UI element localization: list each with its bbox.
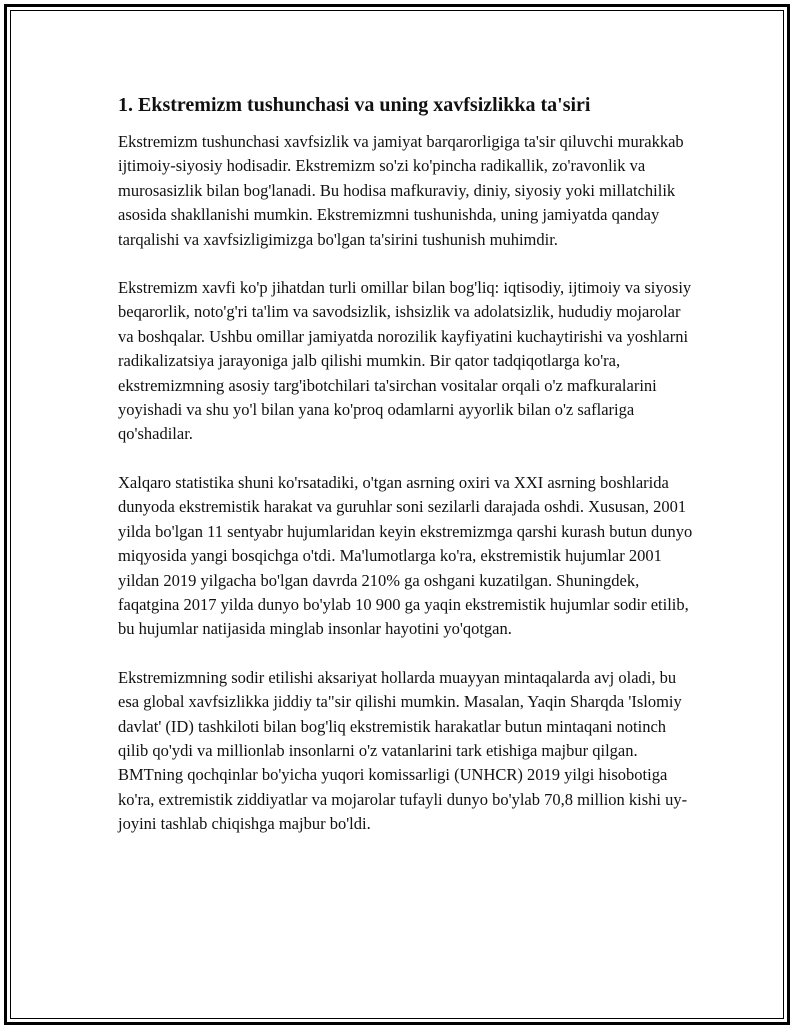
paragraph-risk-factors: Ekstremizm xavfi ko'p jihatdan turli omillar bilan bog'liq: iqtisodiy, ijtimoiy va siyosiy beqarorlik, noto'g'ri ta'lim va savodsizlik, ishsizlik va adolatsizlik, hududiy mojarolar va boshqalar. Ushbu omillar jamiyatda norozilik kayfiyatini kuchaytirishi va yoshlarni radikalizatsiya jarayoniga jalb qilishi mumkin. Bir qator tadqiqotlarga ko'ra, ekstremizmning asosiy targ'ibotchilari ta'sirchan vositalar orqali o'z mafkuralarini yoyishadi va shu yo'l bilan yana ko'proq odamlarni ayyorlik bilan o'z saflariga qo'shadilar. [118, 278, 692, 444]
document-body [118, 92, 698, 861]
section-heading: 1. Ekstremizm tushunchasi va uning xavfsizlikka ta'siri [118, 94, 591, 116]
paragraph-regional-impact: Ekstremizmning sodir etilishi aksariyat hollarda muayyan mintaqalarda avj oladi, bu esa global xavfsizlikka jiddiy ta"sir qilishi mumkin. Masalan, Yaqin Sharqda 'Islomiy davlat' (ID) tashkiloti bilan bog'liq ekstremistik harakatlar butun mintaqani notinch qilib qo'ydi va millionlab insonlarni o'z vatanlarini tark etishiga majbur qilgan. BMTning qochqinlar bo'yicha yuqori komissarligi (UNHCR) 2019 yilgi hisobotiga ko'ra, extremistik ziddiyatlar va mojarolar tufayli dunyo bo'ylab 70,8 million kishi uy-joyini tashlab chiqishga majbur bo'ldi. [118, 667, 688, 834]
paragraph-definition: Ekstremizm tushunchasi xavfsizlik va jamiyat barqarorligiga ta'sir qiluvchi murakkab ijtimoiy-siyosiy hodisadir. Ekstremizm so'zi ko'pincha radikallik, zo'ravonlik va murosasizlik bilan bog'lanadi. Bu hodisa mafkuraviy, diniy, siyosiy yoki millatchilik asosida shakllanishi mumkin. Ekstremizmni tushunishda, uning jamiyatda qanday tarqalishi va xavfsizligimizga bo'lgan ta'sirini tushunish muhimdir. [118, 132, 684, 249]
paragraph-statistics: Xalqaro statistika shuni ko'rsatadiki, o'tgan asrning oxiri va XXI asrning boshlarida dunyoda ekstremistik harakat va guruhlar soni sezilarli darajada oshdi. Xususan, 2001 yilda bo'lgan 11 sentyabr hujumlaridan keyin ekstremizmga qarshi kurash butun dunyo miqyosida yangi bosqichga o'tdi. Ma'lumotlarga ko'ra, ekstremistik hujumlar 2001 yildan 2019 yilgacha bo'lgan davrda 210% ga oshgani kuzatilgan. Shuningdek, faqatgina 2017 yilda dunyo bo'ylab 10 900 ga yaqin ekstremistik hujumlar sodir etilib, bu hujumlar natijasida minglab insonlar hayotini yo'qotgan. [118, 472, 693, 639]
